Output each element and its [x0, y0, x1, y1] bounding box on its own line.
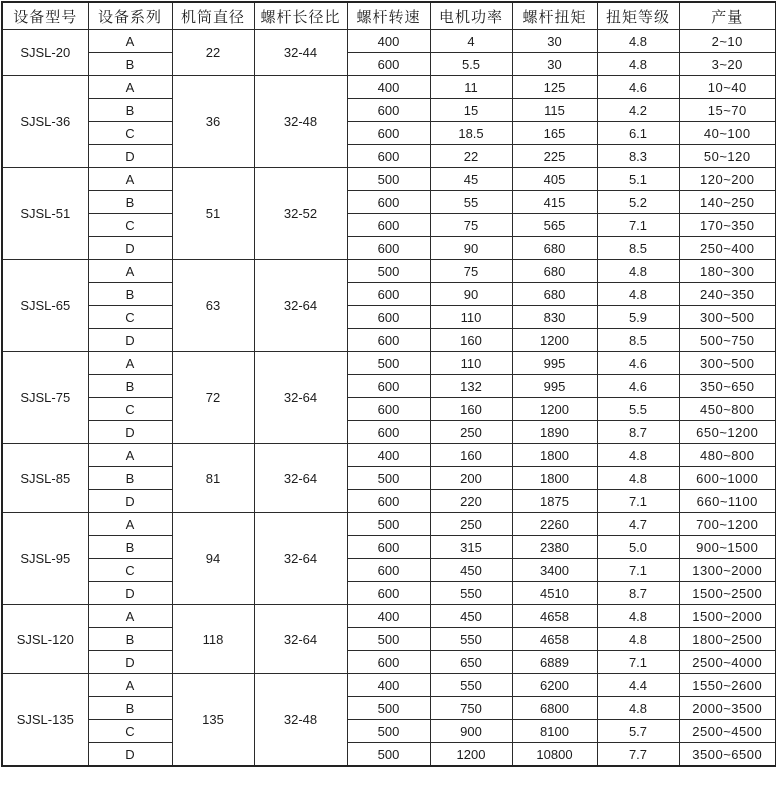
output-cell: 1300~2000 [679, 559, 776, 582]
extruder-spec-table [1, 1, 776, 767]
output-cell: 900~1500 [679, 536, 776, 559]
power-cell: 75 [430, 214, 512, 237]
torque-cell: 680 [512, 260, 597, 283]
output-cell: 140~250 [679, 191, 776, 214]
column-header-grade: 扭矩等级 [597, 2, 679, 30]
torque-cell: 1890 [512, 421, 597, 444]
table-row-sjsl-51-b [2, 191, 776, 214]
output-cell: 650~1200 [679, 421, 776, 444]
torque-cell: 10800 [512, 743, 597, 767]
torque-cell: 8100 [512, 720, 597, 743]
table-row-sjsl-51-c [2, 214, 776, 237]
series-cell: B [88, 628, 172, 651]
ratio-cell: 32-48 [254, 674, 347, 767]
model-cell: SJSL-36 [2, 76, 88, 168]
grade-cell: 7.7 [597, 743, 679, 767]
torque-cell: 995 [512, 375, 597, 398]
speed-cell: 600 [347, 99, 430, 122]
grade-cell: 8.7 [597, 582, 679, 605]
power-cell: 250 [430, 421, 512, 444]
series-cell: D [88, 490, 172, 513]
series-cell: A [88, 352, 172, 375]
output-cell: 180~300 [679, 260, 776, 283]
grade-cell: 4.6 [597, 76, 679, 99]
speed-cell: 500 [347, 628, 430, 651]
torque-cell: 4658 [512, 605, 597, 628]
speed-cell: 600 [347, 559, 430, 582]
power-cell: 110 [430, 352, 512, 375]
output-cell: 2000~3500 [679, 697, 776, 720]
torque-cell: 2380 [512, 536, 597, 559]
table-row-sjsl-120-a [2, 605, 776, 628]
torque-cell: 30 [512, 53, 597, 76]
power-cell: 22 [430, 145, 512, 168]
power-cell: 45 [430, 168, 512, 191]
output-cell: 10~40 [679, 76, 776, 99]
series-cell: D [88, 651, 172, 674]
table-row-sjsl-95-a [2, 513, 776, 536]
power-cell: 750 [430, 697, 512, 720]
grade-cell: 5.0 [597, 536, 679, 559]
grade-cell: 7.1 [597, 490, 679, 513]
power-cell: 250 [430, 513, 512, 536]
output-cell: 40~100 [679, 122, 776, 145]
speed-cell: 500 [347, 720, 430, 743]
series-cell: B [88, 697, 172, 720]
output-cell: 660~1100 [679, 490, 776, 513]
column-header-series: 设备系列 [88, 2, 172, 30]
grade-cell: 4.8 [597, 605, 679, 628]
speed-cell: 600 [347, 53, 430, 76]
model-cell: SJSL-65 [2, 260, 88, 352]
grade-cell: 4.4 [597, 674, 679, 697]
series-cell: D [88, 329, 172, 352]
torque-cell: 1800 [512, 467, 597, 490]
table-row-sjsl-20-a [2, 30, 776, 53]
speed-cell: 500 [347, 260, 430, 283]
output-cell: 300~500 [679, 306, 776, 329]
torque-cell: 1875 [512, 490, 597, 513]
table-row-sjsl-135-a [2, 674, 776, 697]
series-cell: B [88, 467, 172, 490]
series-cell: C [88, 306, 172, 329]
table-row-sjsl-120-d [2, 651, 776, 674]
power-cell: 18.5 [430, 122, 512, 145]
grade-cell: 5.5 [597, 398, 679, 421]
table-row-sjsl-36-d [2, 145, 776, 168]
table-row-sjsl-75-d [2, 421, 776, 444]
grade-cell: 8.7 [597, 421, 679, 444]
speed-cell: 400 [347, 444, 430, 467]
torque-cell: 4658 [512, 628, 597, 651]
power-cell: 132 [430, 375, 512, 398]
diameter-cell: 94 [172, 513, 254, 605]
series-cell: C [88, 559, 172, 582]
torque-cell: 1800 [512, 444, 597, 467]
output-cell: 480~800 [679, 444, 776, 467]
speed-cell: 600 [347, 122, 430, 145]
model-cell: SJSL-51 [2, 168, 88, 260]
table-row-sjsl-135-c [2, 720, 776, 743]
torque-cell: 830 [512, 306, 597, 329]
series-cell: B [88, 283, 172, 306]
speed-cell: 400 [347, 674, 430, 697]
model-cell: SJSL-20 [2, 30, 88, 76]
diameter-cell: 81 [172, 444, 254, 513]
grade-cell: 6.1 [597, 122, 679, 145]
speed-cell: 600 [347, 582, 430, 605]
speed-cell: 600 [347, 421, 430, 444]
series-cell: B [88, 99, 172, 122]
table-row-sjsl-51-d [2, 237, 776, 260]
diameter-cell: 63 [172, 260, 254, 352]
torque-cell: 2260 [512, 513, 597, 536]
series-cell: A [88, 30, 172, 53]
power-cell: 450 [430, 605, 512, 628]
grade-cell: 4.8 [597, 53, 679, 76]
power-cell: 450 [430, 559, 512, 582]
ratio-cell: 32-64 [254, 260, 347, 352]
ratio-cell: 32-64 [254, 605, 347, 674]
model-cell: SJSL-75 [2, 352, 88, 444]
power-cell: 55 [430, 191, 512, 214]
table-row-sjsl-135-d [2, 743, 776, 767]
table-row-sjsl-135-b [2, 697, 776, 720]
speed-cell: 500 [347, 168, 430, 191]
ratio-cell: 32-64 [254, 352, 347, 444]
speed-cell: 600 [347, 490, 430, 513]
column-header-ratio: 螺杆长径比 [254, 2, 347, 30]
table-row-sjsl-36-b [2, 99, 776, 122]
series-cell: D [88, 237, 172, 260]
table-row-sjsl-36-a [2, 76, 776, 99]
series-cell: A [88, 76, 172, 99]
table-row-sjsl-95-b [2, 536, 776, 559]
speed-cell: 600 [347, 329, 430, 352]
torque-cell: 415 [512, 191, 597, 214]
table-row-sjsl-65-d [2, 329, 776, 352]
power-cell: 90 [430, 283, 512, 306]
series-cell: C [88, 398, 172, 421]
table-row-sjsl-85-d [2, 490, 776, 513]
speed-cell: 600 [347, 191, 430, 214]
series-cell: B [88, 375, 172, 398]
header-row [2, 2, 776, 30]
series-cell: A [88, 605, 172, 628]
table-row-sjsl-85-b [2, 467, 776, 490]
grade-cell: 4.8 [597, 444, 679, 467]
series-cell: C [88, 214, 172, 237]
speed-cell: 600 [347, 145, 430, 168]
column-header-model: 设备型号 [2, 2, 88, 30]
torque-cell: 115 [512, 99, 597, 122]
ratio-cell: 32-64 [254, 444, 347, 513]
output-cell: 1800~2500 [679, 628, 776, 651]
model-cell: SJSL-85 [2, 444, 88, 513]
power-cell: 5.5 [430, 53, 512, 76]
speed-cell: 600 [347, 398, 430, 421]
grade-cell: 8.5 [597, 329, 679, 352]
output-cell: 700~1200 [679, 513, 776, 536]
torque-cell: 30 [512, 30, 597, 53]
series-cell: A [88, 513, 172, 536]
ratio-cell: 32-52 [254, 168, 347, 260]
grade-cell: 5.1 [597, 168, 679, 191]
power-cell: 90 [430, 237, 512, 260]
diameter-cell: 135 [172, 674, 254, 767]
speed-cell: 400 [347, 30, 430, 53]
grade-cell: 4.8 [597, 628, 679, 651]
speed-cell: 500 [347, 697, 430, 720]
output-cell: 15~70 [679, 99, 776, 122]
torque-cell: 4510 [512, 582, 597, 605]
table-header [2, 2, 776, 30]
grade-cell: 7.1 [597, 559, 679, 582]
column-header-power: 电机功率 [430, 2, 512, 30]
power-cell: 11 [430, 76, 512, 99]
series-cell: B [88, 53, 172, 76]
power-cell: 1200 [430, 743, 512, 767]
diameter-cell: 118 [172, 605, 254, 674]
model-cell: SJSL-135 [2, 674, 88, 767]
speed-cell: 500 [347, 743, 430, 767]
grade-cell: 4.6 [597, 375, 679, 398]
model-cell: SJSL-120 [2, 605, 88, 674]
output-cell: 300~500 [679, 352, 776, 375]
power-cell: 315 [430, 536, 512, 559]
table-row-sjsl-20-b [2, 53, 776, 76]
column-header-speed: 螺杆转速 [347, 2, 430, 30]
diameter-cell: 51 [172, 168, 254, 260]
torque-cell: 680 [512, 237, 597, 260]
series-cell: B [88, 191, 172, 214]
grade-cell: 5.2 [597, 191, 679, 214]
torque-cell: 165 [512, 122, 597, 145]
grade-cell: 4.6 [597, 352, 679, 375]
speed-cell: 400 [347, 605, 430, 628]
power-cell: 650 [430, 651, 512, 674]
power-cell: 550 [430, 674, 512, 697]
grade-cell: 4.8 [597, 260, 679, 283]
power-cell: 550 [430, 582, 512, 605]
table-row-sjsl-65-b [2, 283, 776, 306]
series-cell: B [88, 536, 172, 559]
speed-cell: 600 [347, 375, 430, 398]
table-row-sjsl-95-c [2, 559, 776, 582]
series-cell: C [88, 720, 172, 743]
torque-cell: 6889 [512, 651, 597, 674]
speed-cell: 500 [347, 352, 430, 375]
torque-cell: 565 [512, 214, 597, 237]
speed-cell: 600 [347, 283, 430, 306]
diameter-cell: 22 [172, 30, 254, 76]
speed-cell: 600 [347, 306, 430, 329]
torque-cell: 1200 [512, 398, 597, 421]
series-cell: D [88, 421, 172, 444]
grade-cell: 5.7 [597, 720, 679, 743]
table-row-sjsl-36-c [2, 122, 776, 145]
output-cell: 600~1000 [679, 467, 776, 490]
output-cell: 3500~6500 [679, 743, 776, 767]
output-cell: 450~800 [679, 398, 776, 421]
grade-cell: 4.8 [597, 467, 679, 490]
power-cell: 75 [430, 260, 512, 283]
series-cell: A [88, 168, 172, 191]
torque-cell: 125 [512, 76, 597, 99]
series-cell: D [88, 145, 172, 168]
output-cell: 50~120 [679, 145, 776, 168]
model-cell: SJSL-95 [2, 513, 88, 605]
torque-cell: 405 [512, 168, 597, 191]
output-cell: 120~200 [679, 168, 776, 191]
output-cell: 1500~2000 [679, 605, 776, 628]
torque-cell: 6200 [512, 674, 597, 697]
torque-cell: 3400 [512, 559, 597, 582]
table-body [2, 30, 776, 767]
power-cell: 110 [430, 306, 512, 329]
column-header-output: 产量 [679, 2, 776, 30]
column-header-torque: 螺杆扭矩 [512, 2, 597, 30]
grade-cell: 5.9 [597, 306, 679, 329]
output-cell: 3~20 [679, 53, 776, 76]
series-cell: D [88, 743, 172, 767]
torque-cell: 1200 [512, 329, 597, 352]
grade-cell: 4.8 [597, 283, 679, 306]
output-cell: 1550~2600 [679, 674, 776, 697]
output-cell: 2500~4500 [679, 720, 776, 743]
power-cell: 4 [430, 30, 512, 53]
table-row-sjsl-75-c [2, 398, 776, 421]
series-cell: C [88, 122, 172, 145]
ratio-cell: 32-44 [254, 30, 347, 76]
power-cell: 160 [430, 329, 512, 352]
grade-cell: 4.8 [597, 697, 679, 720]
grade-cell: 4.2 [597, 99, 679, 122]
output-cell: 1500~2500 [679, 582, 776, 605]
speed-cell: 400 [347, 76, 430, 99]
grade-cell: 7.1 [597, 214, 679, 237]
power-cell: 200 [430, 467, 512, 490]
diameter-cell: 72 [172, 352, 254, 444]
output-cell: 350~650 [679, 375, 776, 398]
output-cell: 2~10 [679, 30, 776, 53]
table-row-sjsl-51-a [2, 168, 776, 191]
speed-cell: 500 [347, 513, 430, 536]
column-header-diameter: 机筒直径 [172, 2, 254, 30]
torque-cell: 225 [512, 145, 597, 168]
grade-cell: 7.1 [597, 651, 679, 674]
grade-cell: 4.7 [597, 513, 679, 536]
output-cell: 250~400 [679, 237, 776, 260]
output-cell: 170~350 [679, 214, 776, 237]
table-row-sjsl-75-a [2, 352, 776, 375]
power-cell: 550 [430, 628, 512, 651]
ratio-cell: 32-48 [254, 76, 347, 168]
speed-cell: 600 [347, 237, 430, 260]
torque-cell: 995 [512, 352, 597, 375]
table-row-sjsl-120-b [2, 628, 776, 651]
table-row-sjsl-95-d [2, 582, 776, 605]
power-cell: 900 [430, 720, 512, 743]
series-cell: D [88, 582, 172, 605]
diameter-cell: 36 [172, 76, 254, 168]
grade-cell: 8.5 [597, 237, 679, 260]
speed-cell: 600 [347, 536, 430, 559]
table-row-sjsl-65-c [2, 306, 776, 329]
power-cell: 15 [430, 99, 512, 122]
power-cell: 160 [430, 444, 512, 467]
table-row-sjsl-65-a [2, 260, 776, 283]
table-row-sjsl-75-b [2, 375, 776, 398]
power-cell: 220 [430, 490, 512, 513]
ratio-cell: 32-64 [254, 513, 347, 605]
power-cell: 160 [430, 398, 512, 421]
torque-cell: 6800 [512, 697, 597, 720]
speed-cell: 600 [347, 214, 430, 237]
series-cell: A [88, 444, 172, 467]
speed-cell: 600 [347, 651, 430, 674]
speed-cell: 500 [347, 467, 430, 490]
output-cell: 500~750 [679, 329, 776, 352]
torque-cell: 680 [512, 283, 597, 306]
grade-cell: 8.3 [597, 145, 679, 168]
series-cell: A [88, 260, 172, 283]
series-cell: A [88, 674, 172, 697]
grade-cell: 4.8 [597, 30, 679, 53]
output-cell: 240~350 [679, 283, 776, 306]
table-row-sjsl-85-a [2, 444, 776, 467]
output-cell: 2500~4000 [679, 651, 776, 674]
